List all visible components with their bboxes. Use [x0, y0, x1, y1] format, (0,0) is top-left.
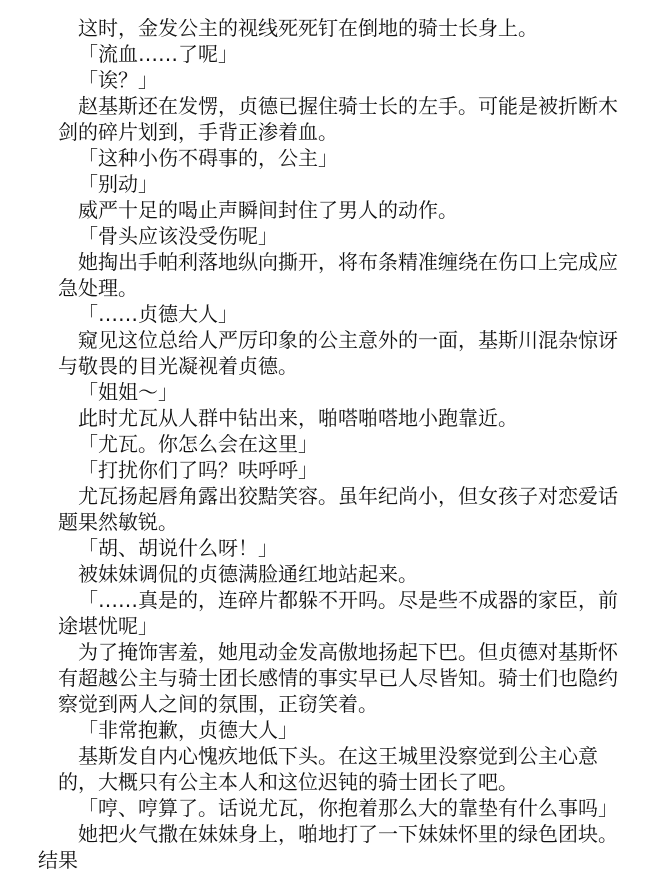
paragraph-4: 她掏出手帕利落地纵向撕开，将布条精准缠绕在伤口上完成应急处理。 [58, 250, 618, 300]
dialogue-line-11: 「……真是的，连碎片都躲不开吗。尽是些不成器的家臣，前途堪忧呢」 [58, 588, 618, 638]
paragraph-5: 窥见这位总给人严厉印象的公主意外的一面，基斯川混杂惊讶与敬畏的目光凝视着贞德。 [58, 328, 618, 378]
dialogue-line-4: 「别动」 [78, 172, 158, 196]
paragraph-7: 尤瓦扬起唇角露出狡黠笑容。虽年纪尚小，但女孩子对恋爱话题果然敏锐。 [58, 484, 618, 534]
dialogue-line-2: 「诶？」 [78, 68, 158, 92]
dialogue-line-10: 「胡、胡说什么呀！」 [78, 536, 278, 560]
dialogue-line-9: 「打扰你们了吗？呋呼呼」 [78, 458, 318, 482]
paragraph-2: 赵基斯还在发愣，贞德已握住骑士长的左手。可能是被折断木剑的碎片划到，手背正渗着血。 [58, 94, 618, 144]
paragraph-11: 她把火气撒在妹妹身上，啪地打了一下妹妹怀里的绿色团块。 [78, 822, 618, 846]
paragraph-6: 此时尤瓦从人群中钻出来，啪嗒啪嗒地小跑靠近。 [78, 406, 518, 430]
paragraph-8: 被妹妹调侃的贞德满脸通红地站起来。 [78, 562, 418, 586]
dialogue-line-1: 「流血……了呢」 [78, 42, 238, 66]
trailing-fragment: 结果 [38, 848, 78, 872]
dialogue-line-5: 「骨头应该没受伤呢」 [78, 224, 278, 248]
paragraph-9: 为了掩饰害羞，她甩动金发高傲地扬起下巴。但贞德对基斯怀有超越公主与骑士团长感情的事实早已人尽皆知。骑士们也隐约察觉到两人之间的氛围，正窃笑着。 [58, 640, 618, 716]
paragraph-10: 基斯发自内心愧疚地低下头。在这王城里没察觉到公主心意的，大概只有公主本人和这位迟钝的骑士团长了吧。 [58, 744, 598, 794]
dialogue-line-6: 「……贞德大人」 [78, 302, 238, 326]
dialogue-line-12: 「非常抱歉，贞德大人」 [78, 718, 298, 742]
dialogue-line-8: 「尤瓦。你怎么会在这里」 [78, 432, 318, 456]
dialogue-line-13: 「哼、哼算了。话说尤瓦，你抱着那么大的靠垫有什么事吗」 [78, 796, 618, 820]
dialogue-line-3: 「这种小伤不碍事的，公主」 [78, 146, 338, 170]
paragraph-1: 这时，金发公主的视线死死钉在倒地的骑士长身上。 [78, 16, 538, 40]
dialogue-line-7: 「姐姐～」 [78, 380, 178, 404]
paragraph-3: 威严十足的喝止声瞬间封住了男人的动作。 [78, 198, 458, 222]
